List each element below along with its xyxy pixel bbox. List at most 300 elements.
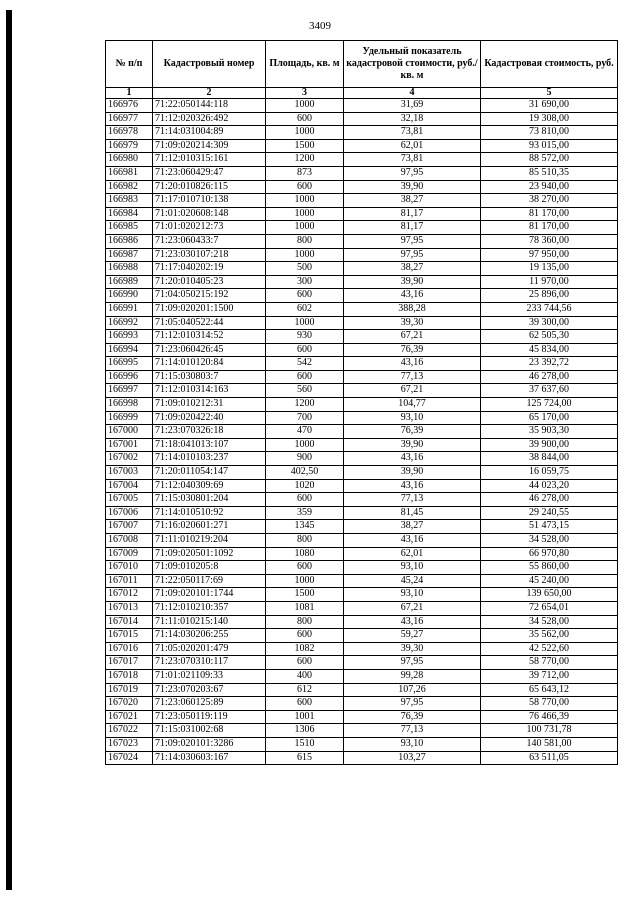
table-row <box>106 697 618 711</box>
cadastral-value-cell: 34 528,00 <box>481 534 618 548</box>
specific-value-cell: 81,17 <box>344 207 481 221</box>
cadastral-number-cell: 71:09:020422:40 <box>153 411 266 425</box>
cadastral-number-cell: 71:23:060429:47 <box>153 166 266 180</box>
cadastral-value-cell: 46 278,00 <box>481 370 618 384</box>
area-cell: 1306 <box>266 724 344 738</box>
specific-value-cell: 38,27 <box>344 520 481 534</box>
row-number-cell: 166988 <box>106 262 153 276</box>
cadastral-value-cell: 58 770,00 <box>481 697 618 711</box>
table-row <box>106 629 618 643</box>
specific-value-cell: 67,21 <box>344 384 481 398</box>
specific-value-cell: 97,95 <box>344 248 481 262</box>
row-number-cell: 166983 <box>106 194 153 208</box>
cadastral-value-cell: 73 810,00 <box>481 126 618 140</box>
table-row <box>106 724 618 738</box>
cadastral-value-cell: 39 712,00 <box>481 669 618 683</box>
area-cell: 542 <box>266 357 344 371</box>
specific-value-cell: 77,13 <box>344 724 481 738</box>
row-number-cell: 166985 <box>106 221 153 235</box>
table-row <box>106 588 618 602</box>
cadastral-number-cell: 71:11:010215:140 <box>153 615 266 629</box>
cadastral-value-cell: 66 970,80 <box>481 547 618 561</box>
cadastral-number-cell: 71:15:031002:68 <box>153 724 266 738</box>
row-number-cell: 166998 <box>106 398 153 412</box>
cadastral-value-cell: 51 473,15 <box>481 520 618 534</box>
specific-value-cell: 38,27 <box>344 194 481 208</box>
specific-value-cell: 97,95 <box>344 166 481 180</box>
cadastral-value-cell: 44 023,20 <box>481 479 618 493</box>
row-number-cell: 167009 <box>106 547 153 561</box>
area-cell: 600 <box>266 289 344 303</box>
area-cell: 1000 <box>266 194 344 208</box>
area-cell: 1000 <box>266 438 344 452</box>
area-cell: 1200 <box>266 153 344 167</box>
cadastral-number-cell: 71:20:010405:23 <box>153 275 266 289</box>
cadastral-value-cell: 140 581,00 <box>481 737 618 751</box>
area-cell: 1500 <box>266 588 344 602</box>
cadastral-value-cell: 19 135,00 <box>481 262 618 276</box>
table-row <box>106 166 618 180</box>
table-row <box>106 710 618 724</box>
cadastral-value-cell: 58 770,00 <box>481 656 618 670</box>
area-cell: 615 <box>266 751 344 765</box>
cadastral-number-cell: 71:12:010315:161 <box>153 153 266 167</box>
area-cell: 600 <box>266 561 344 575</box>
row-number-cell: 166999 <box>106 411 153 425</box>
area-cell: 1500 <box>266 139 344 153</box>
table-row <box>106 520 618 534</box>
cadastral-number-cell: 71:09:020101:1744 <box>153 588 266 602</box>
cadastral-value-cell: 139 650,00 <box>481 588 618 602</box>
specific-value-cell: 43,16 <box>344 357 481 371</box>
column-number: 1 <box>106 88 153 99</box>
row-number-cell: 167022 <box>106 724 153 738</box>
row-number-cell: 167004 <box>106 479 153 493</box>
cadastral-value-cell: 45 240,00 <box>481 574 618 588</box>
specific-value-cell: 73,81 <box>344 126 481 140</box>
area-cell: 1000 <box>266 207 344 221</box>
cadastral-number-cell: 71:12:010314:52 <box>153 330 266 344</box>
table-row <box>106 601 618 615</box>
area-cell: 1510 <box>266 737 344 751</box>
table-body <box>106 99 618 765</box>
cadastral-number-cell: 71:20:011054:147 <box>153 466 266 480</box>
row-number-cell: 167006 <box>106 506 153 520</box>
area-cell: 560 <box>266 384 344 398</box>
row-number-cell: 167003 <box>106 466 153 480</box>
row-number-cell: 166997 <box>106 384 153 398</box>
row-number-cell: 167012 <box>106 588 153 602</box>
table-row <box>106 683 618 697</box>
specific-value-cell: 77,13 <box>344 493 481 507</box>
specific-value-cell: 39,90 <box>344 438 481 452</box>
specific-value-cell: 81,17 <box>344 221 481 235</box>
area-cell: 400 <box>266 669 344 683</box>
area-cell: 1000 <box>266 99 344 113</box>
cadastral-number-cell: 71:15:030801:204 <box>153 493 266 507</box>
cadastral-number-cell: 71:09:020214:309 <box>153 139 266 153</box>
specific-value-cell: 99,28 <box>344 669 481 683</box>
cadastral-value-cell: 38 270,00 <box>481 194 618 208</box>
cadastral-number-cell: 71:09:010212:31 <box>153 398 266 412</box>
cadastral-value-cell: 11 970,00 <box>481 275 618 289</box>
area-cell: 1345 <box>266 520 344 534</box>
area-cell: 1001 <box>266 710 344 724</box>
specific-value-cell: 43,16 <box>344 615 481 629</box>
cadastral-value-cell: 45 834,00 <box>481 343 618 357</box>
cadastral-number-cell: 71:20:010826:115 <box>153 180 266 194</box>
table-row <box>106 248 618 262</box>
specific-value-cell: 81,45 <box>344 506 481 520</box>
specific-value-cell: 62,01 <box>344 547 481 561</box>
cadastral-value-cell: 31 690,00 <box>481 99 618 113</box>
specific-value-cell: 39,90 <box>344 466 481 480</box>
cadastral-number-cell: 71:14:010510:92 <box>153 506 266 520</box>
cadastral-value-cell: 19 308,00 <box>481 112 618 126</box>
table-row <box>106 302 618 316</box>
cadastral-number-cell: 71:12:010314:163 <box>153 384 266 398</box>
header-area: Площадь, кв. м <box>266 41 344 88</box>
column-number: 3 <box>266 88 344 99</box>
specific-value-cell: 388,28 <box>344 302 481 316</box>
cadastral-number-cell: 71:05:040522:44 <box>153 316 266 330</box>
specific-value-cell: 97,95 <box>344 656 481 670</box>
cadastral-number-cell: 71:14:030206:255 <box>153 629 266 643</box>
row-number-cell: 166981 <box>106 166 153 180</box>
area-cell: 700 <box>266 411 344 425</box>
area-cell: 1000 <box>266 248 344 262</box>
cadastral-number-cell: 71:12:010210:357 <box>153 601 266 615</box>
area-cell: 873 <box>266 166 344 180</box>
cadastral-number-cell: 71:22:050144:118 <box>153 99 266 113</box>
cadastral-value-cell: 35 903,30 <box>481 425 618 439</box>
column-number: 2 <box>153 88 266 99</box>
area-cell: 900 <box>266 452 344 466</box>
area-cell: 1081 <box>266 601 344 615</box>
row-number-cell: 166994 <box>106 343 153 357</box>
table-row <box>106 438 618 452</box>
specific-value-cell: 62,01 <box>344 139 481 153</box>
specific-value-cell: 43,16 <box>344 479 481 493</box>
cadastral-number-cell: 71:14:010103:237 <box>153 452 266 466</box>
table-row <box>106 194 618 208</box>
row-number-cell: 167007 <box>106 520 153 534</box>
table-row <box>106 452 618 466</box>
cadastral-number-cell: 71:23:050119:119 <box>153 710 266 724</box>
specific-value-cell: 31,69 <box>344 99 481 113</box>
specific-value-cell: 38,27 <box>344 262 481 276</box>
cadastral-value-cell: 65 170,00 <box>481 411 618 425</box>
row-number-cell: 167008 <box>106 534 153 548</box>
row-number-cell: 166993 <box>106 330 153 344</box>
specific-value-cell: 76,39 <box>344 343 481 357</box>
row-number-cell: 166978 <box>106 126 153 140</box>
row-number-cell: 166979 <box>106 139 153 153</box>
specific-value-cell: 39,30 <box>344 316 481 330</box>
area-cell: 1200 <box>266 398 344 412</box>
table-row <box>106 534 618 548</box>
area-cell: 600 <box>266 370 344 384</box>
area-cell: 1000 <box>266 221 344 235</box>
table-row <box>106 207 618 221</box>
cadastral-value-cell: 65 643,12 <box>481 683 618 697</box>
table-row <box>106 153 618 167</box>
area-cell: 602 <box>266 302 344 316</box>
cadastral-value-cell: 23 392,72 <box>481 357 618 371</box>
specific-value-cell: 93,10 <box>344 411 481 425</box>
area-cell: 600 <box>266 697 344 711</box>
specific-value-cell: 76,39 <box>344 710 481 724</box>
table-row <box>106 370 618 384</box>
cadastral-number-cell: 71:05:020201:479 <box>153 642 266 656</box>
table-row <box>106 751 618 765</box>
area-cell: 1082 <box>266 642 344 656</box>
table-header-row <box>106 41 618 88</box>
cadastral-number-cell: 71:23:060125:89 <box>153 697 266 711</box>
cadastral-number-cell: 71:16:020601:271 <box>153 520 266 534</box>
cadastral-value-cell: 72 654,01 <box>481 601 618 615</box>
table-row <box>106 466 618 480</box>
table-row <box>106 343 618 357</box>
table-row <box>106 479 618 493</box>
table-row <box>106 99 618 113</box>
column-number-row <box>106 88 618 99</box>
table-row <box>106 262 618 276</box>
area-cell: 600 <box>266 656 344 670</box>
cadastral-number-cell: 71:09:020201:1500 <box>153 302 266 316</box>
table-row <box>106 561 618 575</box>
cadastral-value-cell: 23 940,00 <box>481 180 618 194</box>
column-number: 4 <box>344 88 481 99</box>
table-row <box>106 316 618 330</box>
header-cadastral-number: Кадастровый номер <box>153 41 266 88</box>
area-cell: 800 <box>266 234 344 248</box>
left-margin-bar <box>6 10 12 890</box>
area-cell: 470 <box>266 425 344 439</box>
table-row <box>106 289 618 303</box>
specific-value-cell: 43,16 <box>344 289 481 303</box>
area-cell: 1000 <box>266 126 344 140</box>
row-number-cell: 166996 <box>106 370 153 384</box>
area-cell: 1020 <box>266 479 344 493</box>
specific-value-cell: 104,77 <box>344 398 481 412</box>
row-number-cell: 167005 <box>106 493 153 507</box>
cadastral-value-cell: 76 466,39 <box>481 710 618 724</box>
specific-value-cell: 77,13 <box>344 370 481 384</box>
table-row <box>106 493 618 507</box>
cadastral-value-cell: 34 528,00 <box>481 615 618 629</box>
specific-value-cell: 39,30 <box>344 642 481 656</box>
cadastral-value-cell: 93 015,00 <box>481 139 618 153</box>
cadastral-value-cell: 29 240,55 <box>481 506 618 520</box>
cadastral-value-cell: 39 900,00 <box>481 438 618 452</box>
area-cell: 600 <box>266 343 344 357</box>
cadastral-value-cell: 38 844,00 <box>481 452 618 466</box>
specific-value-cell: 97,95 <box>344 234 481 248</box>
cadastral-value-cell: 16 059,75 <box>481 466 618 480</box>
table-row <box>106 330 618 344</box>
row-number-cell: 167017 <box>106 656 153 670</box>
area-cell: 1000 <box>266 574 344 588</box>
table-row <box>106 425 618 439</box>
cadastral-value-cell: 62 505,30 <box>481 330 618 344</box>
table-row <box>106 357 618 371</box>
cadastral-number-cell: 71:23:070326:18 <box>153 425 266 439</box>
area-cell: 600 <box>266 112 344 126</box>
specific-value-cell: 43,16 <box>344 534 481 548</box>
column-number: 5 <box>481 88 618 99</box>
row-number-cell: 167024 <box>106 751 153 765</box>
cadastral-number-cell: 71:01:020212:73 <box>153 221 266 235</box>
cadastral-number-cell: 71:04:050215:192 <box>153 289 266 303</box>
cadastral-value-cell: 85 510,35 <box>481 166 618 180</box>
row-number-cell: 167020 <box>106 697 153 711</box>
row-number-cell: 167014 <box>106 615 153 629</box>
row-number-cell: 166980 <box>106 153 153 167</box>
cadastral-value-cell: 78 360,00 <box>481 234 618 248</box>
area-cell: 300 <box>266 275 344 289</box>
specific-value-cell: 67,21 <box>344 601 481 615</box>
cadastral-value-cell: 81 170,00 <box>481 207 618 221</box>
header-row-number: № п/п <box>106 41 153 88</box>
row-number-cell: 167023 <box>106 737 153 751</box>
row-number-cell: 167021 <box>106 710 153 724</box>
specific-value-cell: 43,16 <box>344 452 481 466</box>
cadastral-value-cell: 46 278,00 <box>481 493 618 507</box>
row-number-cell: 166990 <box>106 289 153 303</box>
cadastral-value-cell: 55 860,00 <box>481 561 618 575</box>
row-number-cell: 167011 <box>106 574 153 588</box>
cadastral-value-cell: 35 562,00 <box>481 629 618 643</box>
row-number-cell: 166991 <box>106 302 153 316</box>
row-number-cell: 167002 <box>106 452 153 466</box>
specific-value-cell: 32,18 <box>344 112 481 126</box>
row-number-cell: 166976 <box>106 99 153 113</box>
row-number-cell: 166986 <box>106 234 153 248</box>
row-number-cell: 167015 <box>106 629 153 643</box>
specific-value-cell: 45,24 <box>344 574 481 588</box>
area-cell: 800 <box>266 534 344 548</box>
row-number-cell: 166992 <box>106 316 153 330</box>
specific-value-cell: 39,90 <box>344 180 481 194</box>
cadastral-number-cell: 71:14:010120:84 <box>153 357 266 371</box>
specific-value-cell: 59,27 <box>344 629 481 643</box>
cadastral-value-cell: 125 724,00 <box>481 398 618 412</box>
cadastral-number-cell: 71:12:020326:492 <box>153 112 266 126</box>
table-row <box>106 398 618 412</box>
table-row <box>106 411 618 425</box>
specific-value-cell: 93,10 <box>344 588 481 602</box>
area-cell: 612 <box>266 683 344 697</box>
cadastral-number-cell: 71:17:040202:19 <box>153 262 266 276</box>
cadastral-number-cell: 71:12:040309:69 <box>153 479 266 493</box>
table-row <box>106 384 618 398</box>
cadastral-value-cell: 37 637,60 <box>481 384 618 398</box>
cadastral-value-cell: 81 170,00 <box>481 221 618 235</box>
area-cell: 800 <box>266 615 344 629</box>
table-row <box>106 139 618 153</box>
area-cell: 1000 <box>266 316 344 330</box>
row-number-cell: 166987 <box>106 248 153 262</box>
table-row <box>106 615 618 629</box>
row-number-cell: 167019 <box>106 683 153 697</box>
table-row <box>106 642 618 656</box>
cadastral-value-cell: 88 572,00 <box>481 153 618 167</box>
row-number-cell: 167000 <box>106 425 153 439</box>
cadastral-value-cell: 97 950,00 <box>481 248 618 262</box>
row-number-cell: 166989 <box>106 275 153 289</box>
area-cell: 359 <box>266 506 344 520</box>
cadastral-number-cell: 71:11:010219:204 <box>153 534 266 548</box>
specific-value-cell: 93,10 <box>344 561 481 575</box>
specific-value-cell: 93,10 <box>344 737 481 751</box>
table-row <box>106 506 618 520</box>
cadastral-value-cell: 100 731,78 <box>481 724 618 738</box>
cadastral-number-cell: 71:17:010710:138 <box>153 194 266 208</box>
specific-value-cell: 97,95 <box>344 697 481 711</box>
specific-value-cell: 67,21 <box>344 330 481 344</box>
area-cell: 930 <box>266 330 344 344</box>
cadastral-number-cell: 71:14:031004:89 <box>153 126 266 140</box>
table-row <box>106 656 618 670</box>
cadastral-number-cell: 71:23:070310:117 <box>153 656 266 670</box>
specific-value-cell: 103,27 <box>344 751 481 765</box>
table-row <box>106 574 618 588</box>
table-row <box>106 234 618 248</box>
table-row <box>106 126 618 140</box>
table-row <box>106 547 618 561</box>
cadastral-number-cell: 71:09:020501:1092 <box>153 547 266 561</box>
cadastral-number-cell: 71:23:070203:67 <box>153 683 266 697</box>
cadastral-value-cell: 42 522,60 <box>481 642 618 656</box>
row-number-cell: 167010 <box>106 561 153 575</box>
row-number-cell: 167013 <box>106 601 153 615</box>
cadastral-number-cell: 71:22:050117:69 <box>153 574 266 588</box>
cadastral-number-cell: 71:01:020608:148 <box>153 207 266 221</box>
cadastral-value-cell: 233 744,56 <box>481 302 618 316</box>
table-row <box>106 737 618 751</box>
area-cell: 600 <box>266 629 344 643</box>
cadastral-number-cell: 71:23:060426:45 <box>153 343 266 357</box>
specific-value-cell: 107,26 <box>344 683 481 697</box>
row-number-cell: 167001 <box>106 438 153 452</box>
cadastral-number-cell: 71:23:060433:7 <box>153 234 266 248</box>
cadastral-value-cell: 63 511,05 <box>481 751 618 765</box>
table-row <box>106 275 618 289</box>
area-cell: 600 <box>266 180 344 194</box>
cadastral-number-cell: 71:15:030803:7 <box>153 370 266 384</box>
area-cell: 402,50 <box>266 466 344 480</box>
table-row <box>106 221 618 235</box>
row-number-cell: 167016 <box>106 642 153 656</box>
header-specific-value: Удельный показатель кадастровой стоимости, руб./кв. м <box>344 41 481 88</box>
row-number-cell: 166982 <box>106 180 153 194</box>
cadastral-value-table <box>105 40 618 765</box>
row-number-cell: 167018 <box>106 669 153 683</box>
header-cadastral-value: Кадастровая стоимость, руб. <box>481 41 618 88</box>
cadastral-number-cell: 71:09:020101:3286 <box>153 737 266 751</box>
table-row <box>106 112 618 126</box>
table-row <box>106 180 618 194</box>
area-cell: 600 <box>266 493 344 507</box>
cadastral-value-cell: 39 300,00 <box>481 316 618 330</box>
cadastral-number-cell: 71:23:030107:218 <box>153 248 266 262</box>
page-number: 3409 <box>309 20 331 32</box>
specific-value-cell: 39,90 <box>344 275 481 289</box>
cadastral-number-cell: 71:01:021109:33 <box>153 669 266 683</box>
row-number-cell: 166995 <box>106 357 153 371</box>
row-number-cell: 166984 <box>106 207 153 221</box>
